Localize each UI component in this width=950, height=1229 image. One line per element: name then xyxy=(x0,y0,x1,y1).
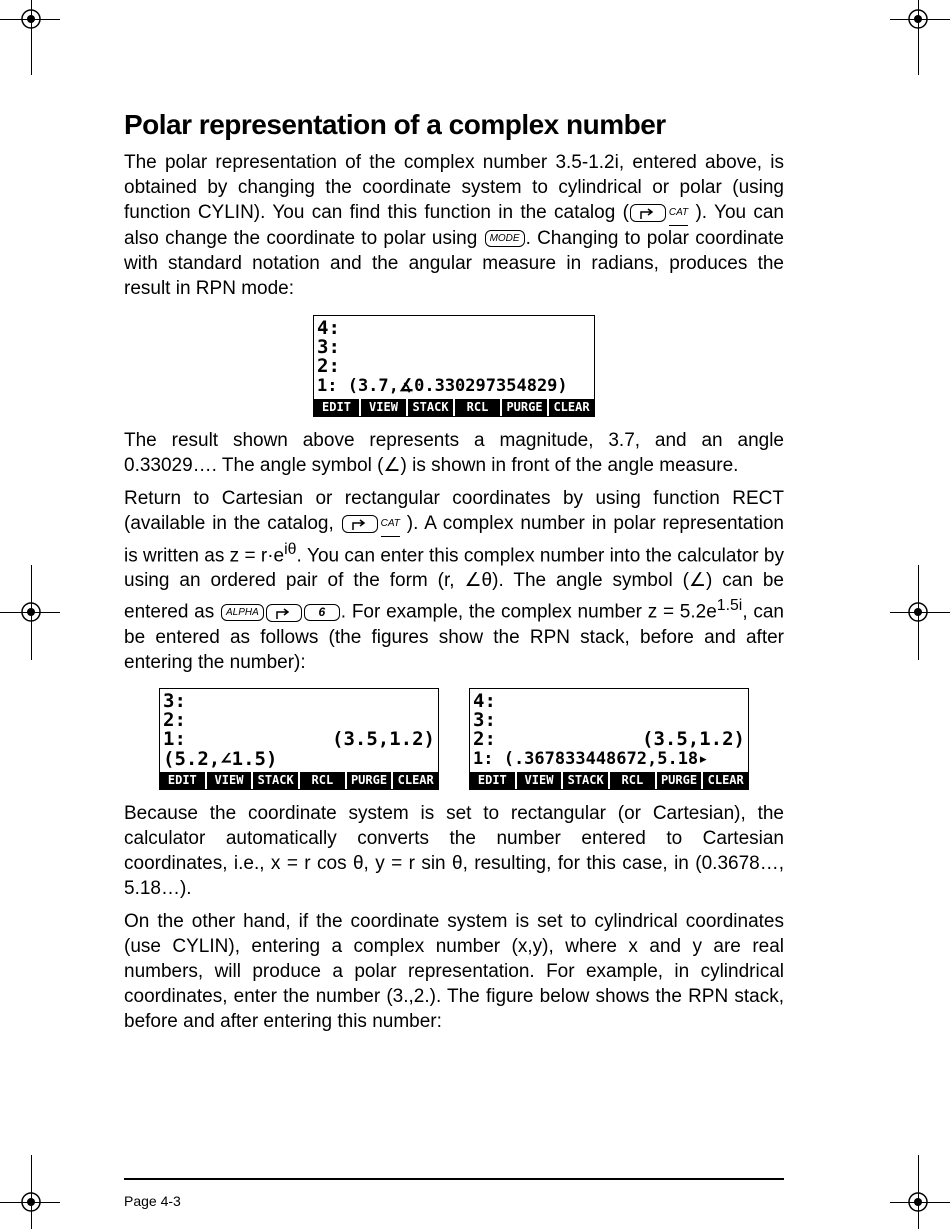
text: ). A complex number in polar representation is written as z = r·e xyxy=(124,513,785,567)
stack-level-3: 3: xyxy=(317,336,340,358)
paragraph-result: The result shown above represents a magnitude, 3.7, and an angle 0.33029…. The angle symbol (∠) is shown in front of the angle measure. xyxy=(124,430,784,476)
mode-key-icon: MODE xyxy=(485,230,525,247)
stack-level-4: 4: xyxy=(473,690,496,712)
menu-clear[interactable]: CLEAR xyxy=(703,772,748,789)
six-key-icon: 6 xyxy=(304,604,340,621)
stack-level-1-value: (3.5,1.2) xyxy=(332,728,435,750)
paragraph-intro xyxy=(124,150,784,301)
menu-purge[interactable]: PURGE xyxy=(502,399,547,416)
paragraph-cartesian: Because the coordinate system is set to rectangular (or Cartesian), the calculator automatically converts the number entered to Cartesian coordinates, i.e., x = r cos θ, y = r sin θ, resulting, for this case, in (0.3678…, 5.18…). xyxy=(124,803,784,899)
menu-stack[interactable]: STACK xyxy=(253,772,298,789)
section-heading: Polar representation of a complex number xyxy=(124,109,666,140)
registration-mark-icon xyxy=(905,599,931,625)
menu-rcl[interactable]: RCL xyxy=(300,772,345,789)
stack-level-2: 2: xyxy=(163,709,186,731)
text: . You can enter this complex number into the calculator by using an ordered pair of the form (r, ∠θ). The angle symbol (∠) can be entered as xyxy=(124,545,784,623)
right-shift-key-icon xyxy=(630,204,666,222)
text: , can be entered as follows (the figures show the RPN stack, before and after entering the number): xyxy=(124,601,784,673)
stack-level-1: 1: (.367833448672,5.18▸ xyxy=(473,749,709,769)
page-number: Page 4-3 xyxy=(124,1193,181,1209)
page-content xyxy=(124,106,784,309)
menu-clear[interactable]: CLEAR xyxy=(393,772,438,789)
page-content-3 xyxy=(124,801,784,1042)
stack-level-4: 4: xyxy=(317,317,340,339)
exponent: 1.5i xyxy=(716,597,743,615)
calculator-screen-polar-result xyxy=(313,315,595,417)
stack-level-1: 1: xyxy=(163,728,186,750)
menu-view[interactable]: VIEW xyxy=(361,399,406,416)
menu-purge[interactable]: PURGE xyxy=(347,772,392,789)
softkey-menu xyxy=(160,772,438,789)
registration-mark-icon xyxy=(905,1189,931,1215)
menu-clear[interactable]: CLEAR xyxy=(549,399,594,416)
text: Return to Cartesian or rectangular coordinates by using function RECT (available in the catalog, xyxy=(124,488,784,535)
menu-purge[interactable]: PURGE xyxy=(657,772,702,789)
registration-mark-icon xyxy=(18,599,44,625)
stack-level-2-value: (3.5,1.2) xyxy=(642,728,745,750)
stack-level-2: 2: xyxy=(317,355,340,377)
registration-mark-icon xyxy=(18,1189,44,1215)
registration-mark-icon xyxy=(18,6,44,32)
page-content-2 xyxy=(124,428,784,683)
text: The polar representation of the complex number 3.5-1.2i, entered above, is obtained by changing the coordinate system to cylindrical or polar (using function CYLIN). You can find this function in the catalog ( xyxy=(124,152,784,224)
stack-level-2: 2: xyxy=(473,728,496,750)
menu-stack[interactable]: STACK xyxy=(563,772,608,789)
stack-level-3: 3: xyxy=(163,690,186,712)
text: . For example, the complex number z = 5.2e xyxy=(340,601,717,623)
exponent: iθ xyxy=(284,541,297,558)
cat-key-label: CAT xyxy=(669,200,688,226)
text: ). You can also change the coordinate to polar using xyxy=(124,202,784,249)
menu-rcl[interactable]: RCL xyxy=(610,772,655,789)
menu-rcl[interactable]: RCL xyxy=(455,399,500,416)
calculator-screen-before xyxy=(159,688,439,790)
menu-view[interactable]: VIEW xyxy=(207,772,252,789)
footer-rule xyxy=(124,1178,784,1180)
cat-key-label: CAT xyxy=(381,511,400,537)
right-shift-key-icon xyxy=(342,515,378,533)
command-line: (5.2,∠1.5) xyxy=(163,748,278,770)
stack-level-1: 1: (3.7,∡0.330297354829) xyxy=(317,376,568,396)
stack-level-3: 3: xyxy=(473,709,496,731)
calculator-screen-after xyxy=(469,688,749,790)
registration-mark-icon xyxy=(905,6,931,32)
text: . Changing to polar coordinate with standard notation and the angular measure in radians, produces the result in RPN mode: xyxy=(124,228,784,299)
menu-stack[interactable]: STACK xyxy=(408,399,453,416)
paragraph-cylindrical: On the other hand, if the coordinate system is set to cylindrical coordinates (use CYLIN), entering a complex number (x,y), where x and y are real numbers, will produce a polar representation. For example, in cylindrical coordinates, enter the number (3.,2.). The figure below shows the RPN stack, before and after entering this number: xyxy=(124,911,784,1032)
menu-edit[interactable]: EDIT xyxy=(314,399,359,416)
menu-view[interactable]: VIEW xyxy=(517,772,562,789)
alpha-key-icon: ALPHA xyxy=(221,604,264,621)
right-shift-key-icon xyxy=(266,604,302,622)
menu-edit[interactable]: EDIT xyxy=(160,772,205,789)
paragraph-rect xyxy=(124,486,784,675)
softkey-menu xyxy=(470,772,748,789)
menu-edit[interactable]: EDIT xyxy=(470,772,515,789)
softkey-menu xyxy=(314,399,594,416)
